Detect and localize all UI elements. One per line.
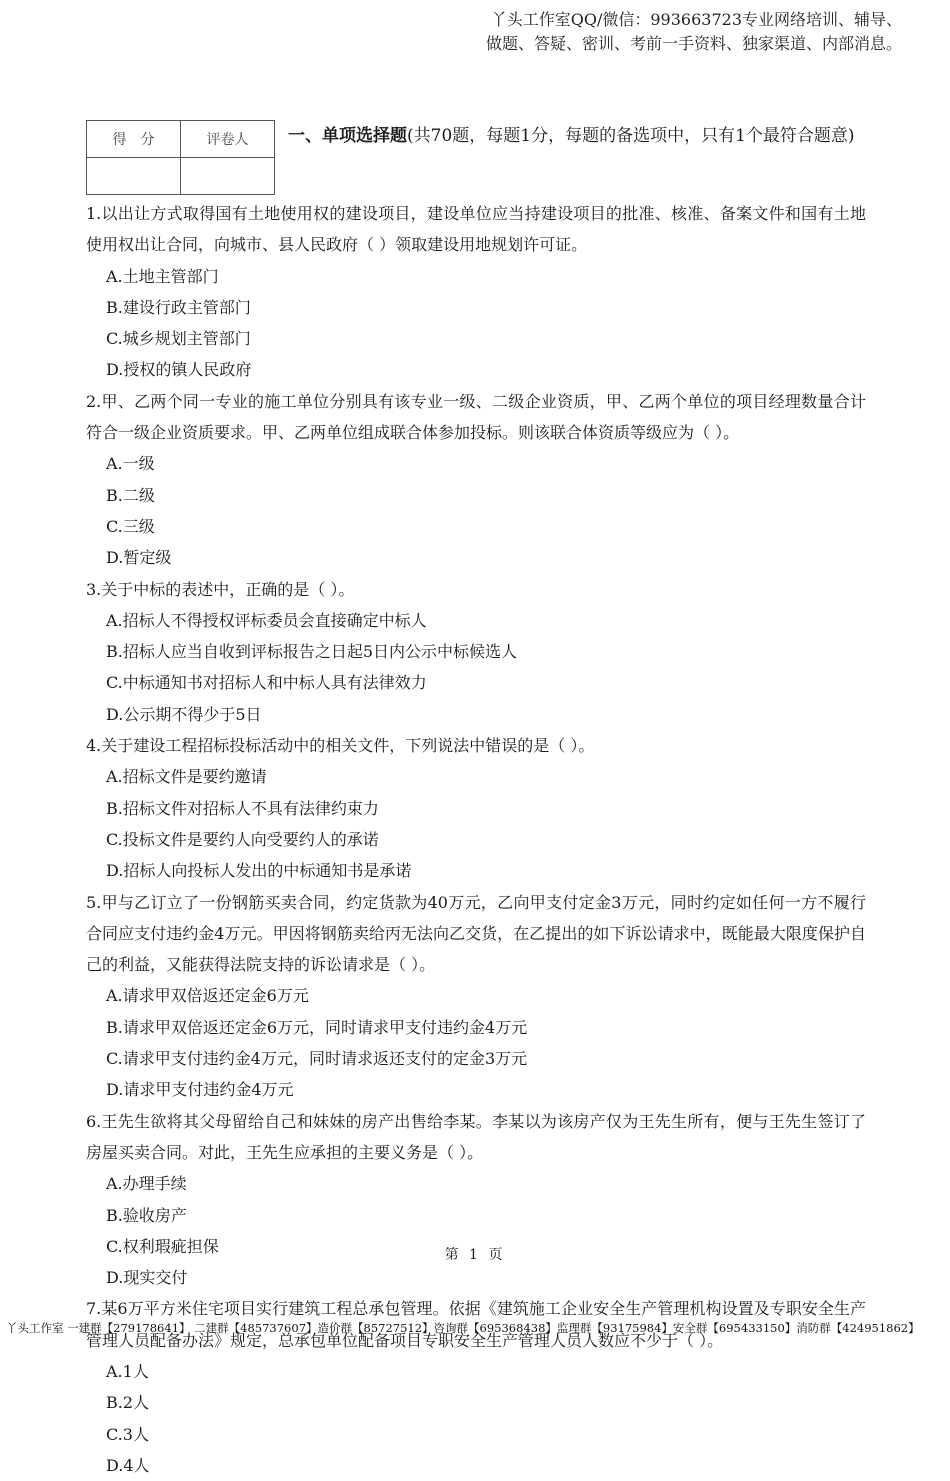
page-footer: 丫头工作室 一建群【279178641】 二建群【485737607】造价群【85727512】咨询群【695368438】监理群【93175984】安全群【695433150】消防群【424951862】 [6,1321,920,1335]
option-c: C.三级 [106,516,155,536]
score-table [86,120,275,195]
option-c: C.权利瑕疵担保 [106,1236,219,1256]
option-b: B.请求甲双倍返还定金6万元，同时请求甲支付违约金4万元 [106,1017,528,1037]
header-line-1: 丫头工作室QQ/微信：993663723专业网络培训、辅导、 [490,10,902,29]
question-text: 3.关于中标的表述中，正确的是（ ）。 [86,579,355,599]
header-line-2: 做题、答疑、密训、考前一手资料、独家渠道、内部消息。 [485,34,902,53]
option-a: A.土地主管部门 [106,266,219,286]
question-list [86,198,866,1481]
option-d: D.现实交付 [106,1268,188,1288]
option-d: D.请求甲支付违约金4万元 [106,1080,294,1100]
option-c: C.3人 [106,1424,149,1444]
option-d: D.授权的镇人民政府 [106,360,252,380]
option-d: D.暂定级 [106,548,172,568]
question-4 [86,730,866,886]
option-d: D.4人 [106,1455,150,1475]
question-text: 7.某6万平方米住宅项目实行建筑工程总承包管理。依据《建筑施工企业安全生产管理机构设置及专职安全生产管理人员配备办法》规定，总承包单位配备项目专职安全生产管理人员人数应不少于（ ）。 [86,1299,866,1350]
option-c: C.城乡规划主管部门 [106,329,251,349]
option-b: B.建设行政主管部门 [106,297,251,317]
score-header: 得 分 [87,121,181,158]
question-3 [86,574,866,730]
option-c: C.请求甲支付违约金4万元，同时请求返还支付的定金3万元 [106,1049,528,1069]
option-c: C.投标文件是要约人向受要约人的承诺 [106,829,379,849]
section-title [288,118,878,154]
option-b: B.验收房产 [106,1205,187,1225]
grader-cell [181,158,275,195]
option-b: B.二级 [106,485,155,505]
option-b: B.2人 [106,1393,150,1413]
option-b: B.招标人应当自收到评标报告之日起5日内公示中标候选人 [106,642,518,662]
score-cell [87,158,181,195]
option-a: A.1人 [106,1361,149,1381]
question-text: 2.甲、乙两个同一专业的施工单位分别具有该专业一级、二级企业资质，甲、乙两个单位的项目经理数量合计符合一级企业资质要求。甲、乙两单位组成联合体参加投标。则该联合体资质等级应为（ ）。 [86,391,866,443]
question-6 [86,1106,866,1294]
option-a: A.办理手续 [106,1174,187,1194]
question-text: 4.关于建设工程招标投标活动中的相关文件，下列说法中错误的是（ ）。 [86,736,595,756]
page-header [382,8,902,56]
option-a: A.招标人不得授权评标委员会直接确定中标人 [106,610,427,630]
question-text: 6.王先生欲将其父母留给自己和妹妹的房产出售给李某。李某以为该房产仅为王先生所有，便与王先生签订了房屋买卖合同。对此，王先生应承担的主要义务是（ ）。 [86,1111,866,1162]
page-number: 第 1 页 [444,1247,506,1263]
question-2 [86,386,866,574]
option-d: D.公示期不得少于5日 [106,704,262,724]
option-a: A.招标文件是要约邀请 [106,767,267,787]
section-heading: 一、单项选择题 [288,126,407,146]
option-d: D.招标人向投标人发出的中标通知书是承诺 [106,861,412,881]
option-a: A.一级 [106,454,155,474]
question-5 [86,887,866,1106]
option-b: B.招标文件对招标人不具有法律约束力 [106,798,379,818]
option-a: A.请求甲双倍返还定金6万元 [106,986,309,1006]
question-1 [86,198,866,386]
question-text: 1.以出让方式取得国有土地使用权的建设项目，建设单位应当持建设项目的批准、核准、备案文件和国有土地使用权出让合同，向城市、县人民政府（ ）领取建设用地规划许可证。 [86,204,866,255]
question-text: 5.甲与乙订立了一份钢筋买卖合同，约定货款为40万元，乙向甲支付定金3万元，同时约定如任何一方不履行合同应支付违约金4万元。甲因将钢筋卖给丙无法向乙交货，在乙提出的如下诉讼请求中，既能最大限度保护自己的利益，又能获得法院支持的诉讼请求是（ ）。 [86,892,866,975]
grader-header: 评卷人 [181,121,275,158]
option-c: C.中标通知书对招标人和中标人具有法律效力 [106,673,427,693]
section-description: (共70题，每题1分，每题的备选项中，只有1个最符合题意) [407,126,855,146]
